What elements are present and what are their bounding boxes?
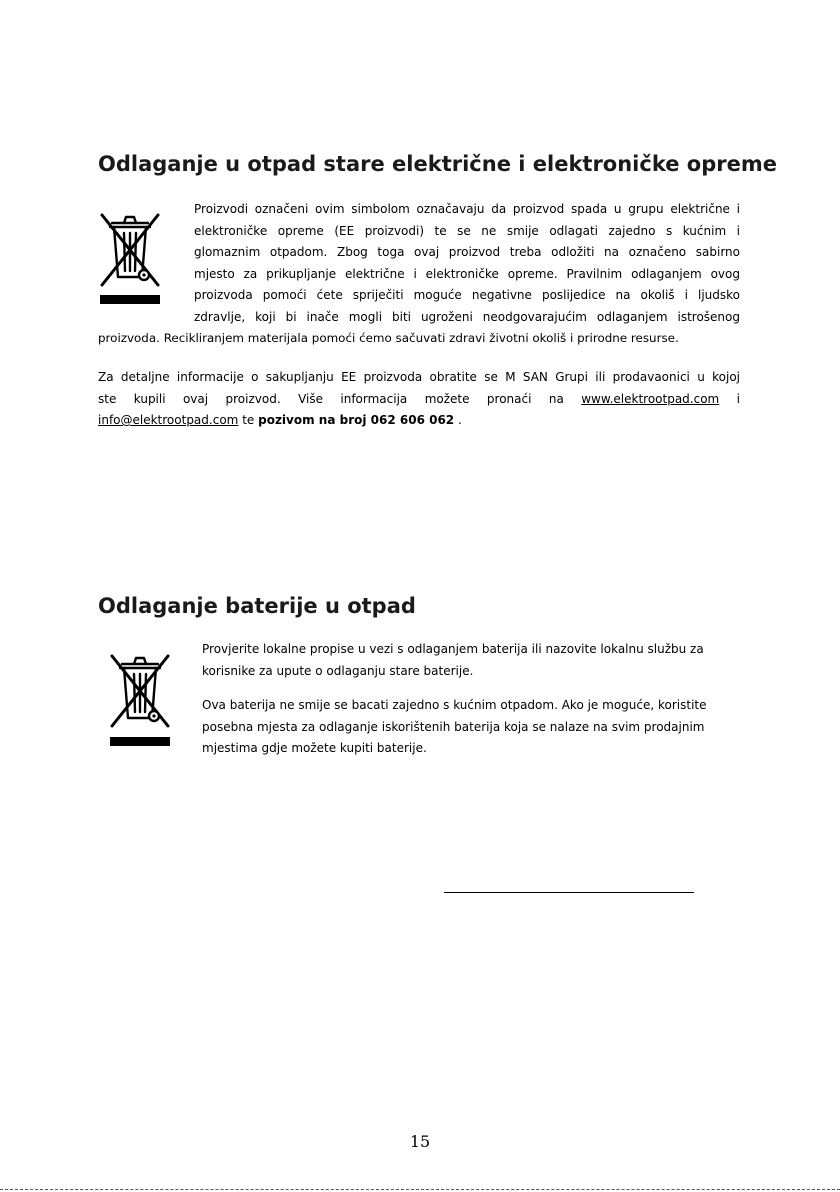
battery-paragraph-line: posebna mjesta za odlaganje iskorištenih baterija koja se nalaze na svim prodajnim	[202, 719, 705, 734]
section-heading-weee: Odlaganje u otpad stare električne i elektroničke opreme	[98, 152, 777, 176]
battery-paragraph-line: Provjerite lokalne propise u vezi s odlaganjem baterija ili nazovite lokalnu službu za	[202, 642, 704, 656]
battery-paragraph-line: korisnike za upute o odlaganju stare baterije.	[202, 663, 474, 678]
weee-paragraph-line: zdravlje, koji bi inače mogli biti ugroženi neodgovarajućim odlaganjem istrošenog	[194, 309, 740, 324]
weee-paragraph-line: proizvoda. Recikliranjem materijala pomoći ćemo sačuvati zdravi životni okoliš i prirodne resurse.	[98, 331, 679, 345]
email-link[interactable]: info@elektrootpad.com	[98, 413, 239, 427]
horizontal-rule	[444, 892, 694, 893]
website-link[interactable]: www.elektrootpad.com	[581, 391, 720, 406]
contact-paragraph-line	[98, 389, 740, 410]
battery-paragraph-line: mjestima gdje možete kupiti baterije.	[202, 741, 427, 755]
page-bottom-border	[0, 1189, 840, 1190]
phone-number: pozivom na broj 062 606 062	[258, 413, 455, 427]
weee-paragraph-line: Proizvodi označeni ovim simbolom označavaju da proizvod spada u grupu električne i	[194, 202, 740, 216]
weee-paragraph-line: elektroničke opreme (EE proizvodi) te se ne smije odlagati zajedno s kućnim i	[194, 223, 740, 238]
contact-paragraph-line	[98, 410, 740, 431]
contact-text: ste kupili ovaj proizvod. Više informacija možete pronaći na	[98, 391, 564, 406]
weee-paragraph-line: proizvoda pomoći ćete spriječiti moguće negativne poslijedice na okoliš i ljudsko	[194, 288, 740, 302]
weee-paragraph-line: mjesto za prikupljanje električne i elektroničke opreme. Pravilnim odlaganjem ovog	[194, 266, 740, 281]
crossed-out-wheelie-bin-icon	[106, 646, 174, 752]
weee-paragraph-line: glomaznim otpadom. Zbog toga ovaj proizvod treba odložiti na označeno sabirno	[194, 245, 740, 259]
crossed-out-wheelie-bin-icon	[96, 205, 164, 309]
contact-text: i	[736, 391, 740, 406]
battery-paragraph-line: Ova baterija ne smije se bacati zajedno s kućnim otpadom. Ako je moguće, koristite	[202, 698, 707, 712]
contact-text: .	[457, 413, 462, 427]
page-number: 15	[409, 1132, 431, 1151]
section-heading-battery: Odlaganje baterije u otpad	[98, 594, 416, 618]
contact-text: te	[242, 413, 255, 427]
contact-paragraph-line: Za detaljne informacije o sakupljanju EE proizvoda obratite se M SAN Grupi ili prodavaonici u kojoj	[98, 370, 740, 384]
